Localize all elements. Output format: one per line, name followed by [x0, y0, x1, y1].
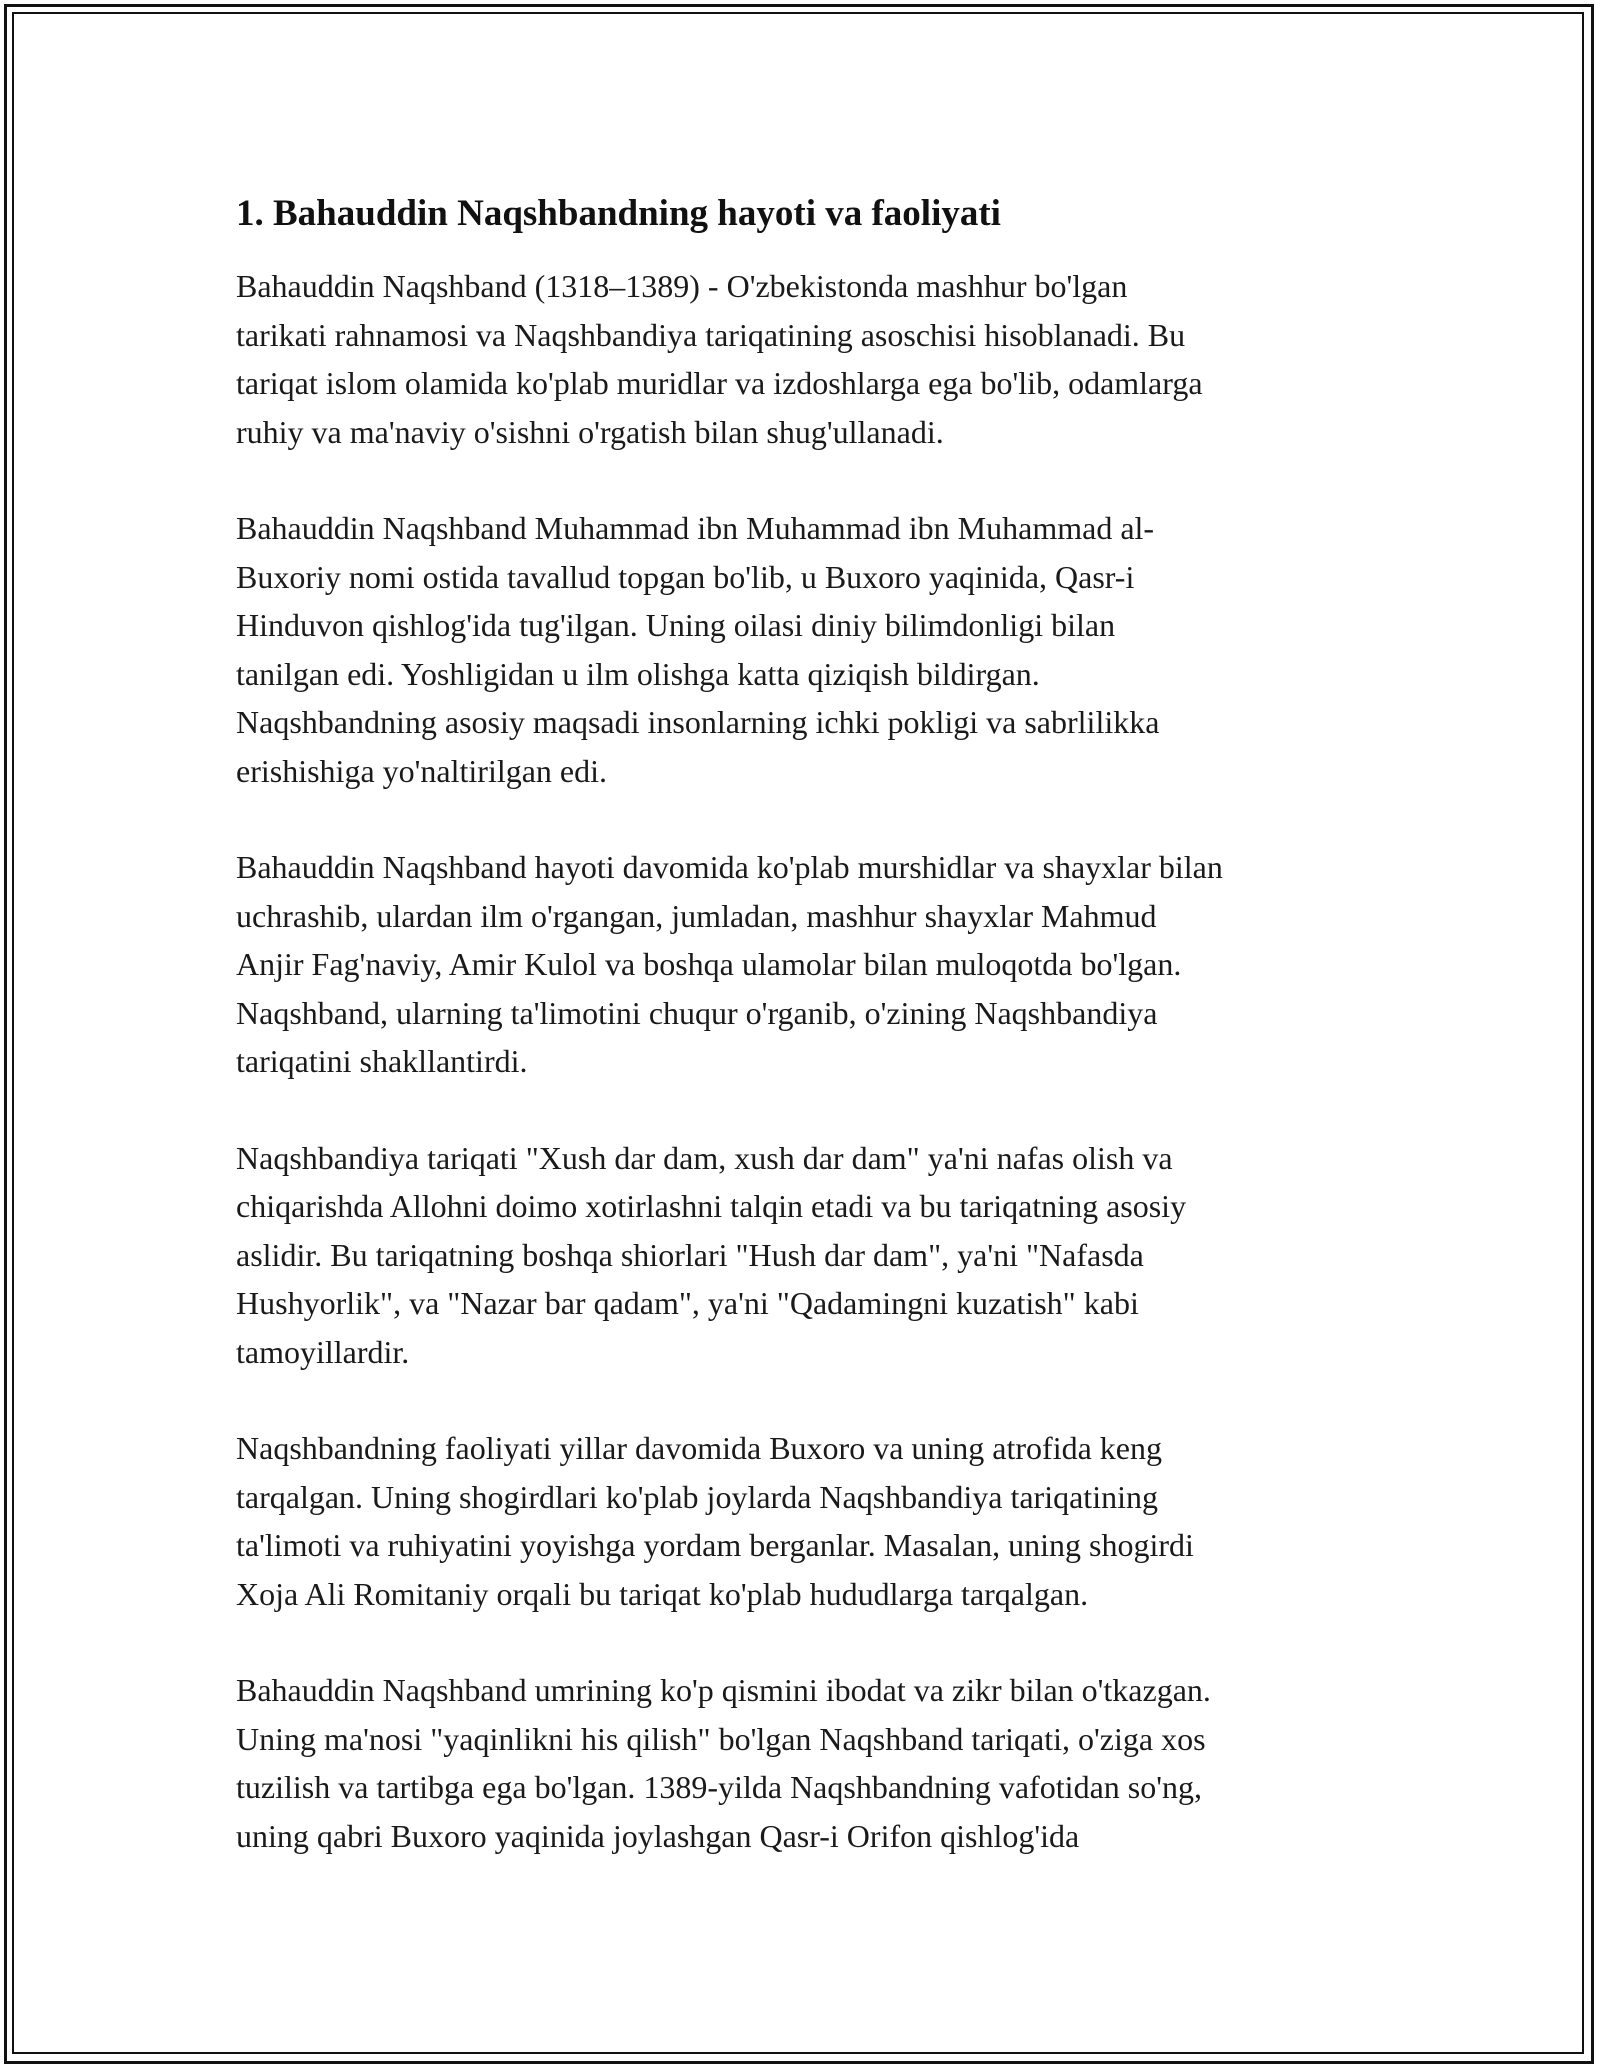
paragraph-line: Uning ma'nosi "yaqinlikni his qilish" bo'lgan Naqshband tariqati, o'ziga xos [236, 1720, 1206, 1757]
paragraph-line: Naqshbandiya tariqati "Xush dar dam, xush dar dam" ya'ni nafas olish va [236, 1139, 1173, 1176]
body-paragraph [236, 1424, 1386, 1618]
paragraph-line: aslidir. Bu tariqatning boshqa shiorlari "Hush dar dam", ya'ni "Nafasda [236, 1236, 1144, 1273]
document-body [236, 192, 1386, 1908]
body-paragraph [236, 262, 1386, 456]
paragraph-line: Bahauddin Naqshband Muhammad ibn Muhammad ibn Muhammad al- [236, 510, 1155, 546]
paragraph-line: Naqshbandning faoliyati yillar davomida Buxoro va uning atrofida keng [236, 1430, 1162, 1466]
paragraph-line: tariqatini shakllantirdi. [236, 1043, 528, 1079]
paragraph-line: Xoja Ali Romitaniy orqali bu tariqat ko'plab hududlarga tarqalgan. [236, 1575, 1089, 1612]
paragraph-line: Anjir Fag'naviy, Amir Kulol va boshqa ulamolar bilan muloqotda bo'lgan. [236, 946, 1182, 982]
paragraph-line: tuzilish va tartibga ega bo'lgan. 1389-yilda Naqshbandning vafotidan so'ng, [236, 1769, 1202, 1805]
paragraph-line: tarqalgan. Uning shogirdlari ko'plab joylarda Naqshbandiya tariqatining [236, 1478, 1158, 1515]
paragraph-line: tarikati rahnamosi va Naqshbandiya tariqatining asoschisi hisoblanadi. Bu [236, 316, 1186, 353]
paragraph-list [236, 262, 1386, 1860]
paragraph-line: Naqshbandning asosiy maqsadi insonlarning ichki pokligi va sabrlilikka [236, 704, 1160, 740]
section-heading: 1. Bahauddin Naqshbandning hayoti va faoliyati [236, 193, 1001, 234]
body-paragraph [236, 1134, 1386, 1377]
paragraph-line: uchrashib, ulardan ilm o'rgangan, jumladan, mashhur shayxlar Mahmud [236, 897, 1157, 934]
paragraph-line: chiqarishda Allohni doimo xotirlashni talqin etadi va bu tariqatning asosiy [236, 1188, 1187, 1224]
paragraph-line: Bahauddin Naqshband umrining ko'p qismini ibodat va zikr bilan o'tkazgan. [236, 1672, 1211, 1708]
paragraph-line: ta'limoti va ruhiyatini yoyishga yordam berganlar. Masalan, uning shogirdi [236, 1527, 1194, 1563]
paragraph-line: Buxoriy nomi ostida tavallud topgan bo'lib, u Buxoro yaqinida, Qasr-i [236, 558, 1135, 595]
paragraph-line: erishishiga yo'naltirilgan edi. [236, 752, 608, 789]
paragraph-line: tanilgan edi. Yoshligidan u ilm olishga katta qiziqish bildirgan. [236, 655, 1040, 692]
paragraph-line: Hushyorlik", va "Nazar bar qadam", ya'ni "Qadamingni kuzatish" kabi [236, 1285, 1139, 1321]
paragraph-line: Bahauddin Naqshband hayoti davomida ko'plab murshidlar va shayxlar bilan [236, 849, 1223, 885]
paragraph-line: Bahauddin Naqshband (1318–1389) - O'zbekistonda mashhur bo'lgan [236, 268, 1128, 304]
paragraph-line: ruhiy va ma'naviy o'sishni o'rgatish bilan shug'ullanadi. [236, 413, 944, 450]
body-paragraph [236, 504, 1386, 795]
paragraph-line: Naqshband, ularning ta'limotini chuqur o'rganib, o'zining Naqshbandiya [236, 994, 1158, 1031]
paragraph-line: tamoyillardir. [236, 1333, 410, 1370]
paragraph-line: tariqat islom olamida ko'plab muridlar va izdoshlarga ega bo'lib, odamlarga [236, 365, 1203, 401]
body-paragraph [236, 1666, 1386, 1860]
body-paragraph [236, 843, 1386, 1086]
paragraph-line: Hinduvon qishlog'ida tug'ilgan. Uning oilasi diniy bilimdonligi bilan [236, 607, 1116, 643]
paragraph-line: uning qabri Buxoro yaqinida joylashgan Qasr-i Orifon qishlog'ida [236, 1817, 1080, 1854]
